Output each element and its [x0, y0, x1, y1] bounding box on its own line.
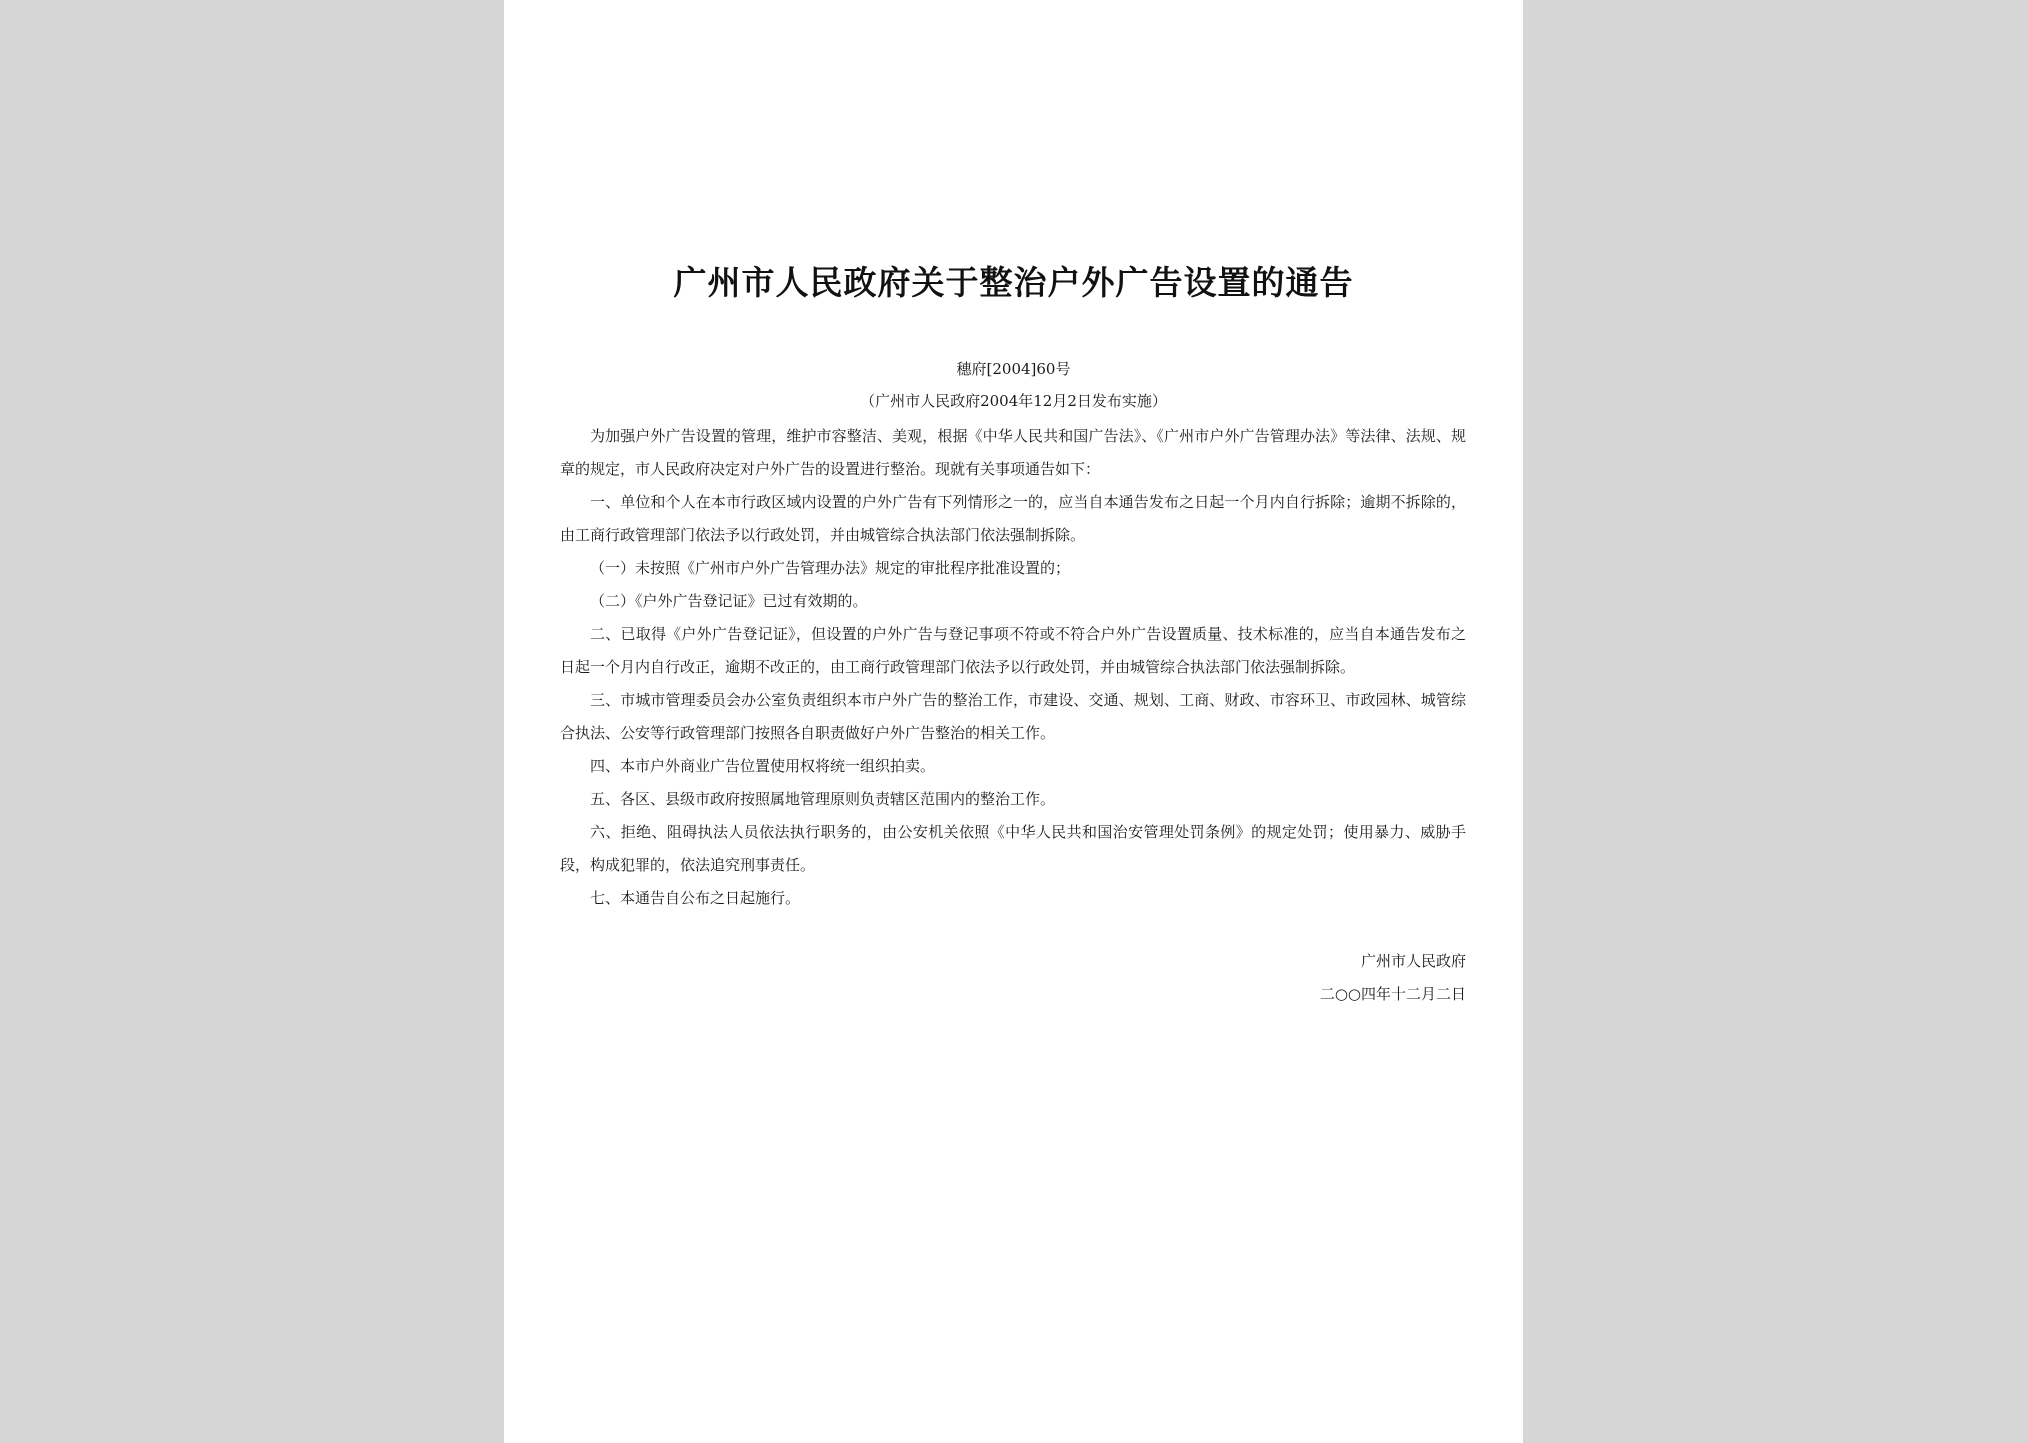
- document-body: [560, 420, 1466, 915]
- paragraph-item-1-sub-2: （二）《户外广告登记证》已过有效期的。: [590, 592, 868, 610]
- paragraph-item-3: 三、市城市管理委员会办公室负责组织本市户外广告的整治工作，市建设、交通、规划、工商、财政、市容环卫、市政园林、城管综合执法、公安等行政管理部门按照各自职责做好户外广告整治的相关工作。: [560, 691, 1466, 742]
- signature-date: 二○○四年十二月二日: [1319, 985, 1466, 1003]
- paragraph-item-1-sub-1: （一）未按照《广州市户外广告管理办法》规定的审批程序批准设置的；: [590, 559, 1071, 577]
- signature-organization: 广州市人民政府: [1360, 952, 1466, 970]
- issue-note: （广州市人民政府2004年12月2日发布实施）: [860, 392, 1167, 410]
- document-title: 广州市人民政府关于整治户外广告设置的通告: [673, 263, 1354, 302]
- paragraph-item-6: 六、拒绝、阻碍执法人员依法执行职务的，由公安机关依照《中华人民共和国治安管理处罚条例》的规定处罚；使用暴力、威胁手段，构成犯罪的，依法追究刑事责任。: [560, 823, 1466, 874]
- paragraph-item-1: 一、单位和个人在本市行政区域内设置的户外广告有下列情形之一的，应当自本通告发布之日起一个月内自行拆除；逾期不拆除的，由工商行政管理部门依法予以行政处罚，并由城管综合执法部门依法强制拆除。: [560, 493, 1466, 544]
- document-number: 穗府[2004]60号: [956, 360, 1071, 378]
- paragraph-item-4: 四、本市户外商业广告位置使用权将统一组织拍卖。: [590, 757, 936, 775]
- paragraph-preamble: 为加强户外广告设置的管理，维护市容整洁、美观，根据《中华人民共和国广告法》、《广州市户外广告管理办法》等法律、法规、规章的规定，市人民政府决定对户外广告的设置进行整治。现就有关事项通告如下：: [560, 427, 1466, 478]
- paragraph-item-5: 五、各区、县级市政府按照属地管理原则负责辖区范围内的整治工作。: [590, 790, 1056, 808]
- document-page: [504, 0, 1523, 1443]
- paragraph-item-7: 七、本通告自公布之日起施行。: [590, 889, 801, 907]
- paragraph-item-2: 二、已取得《户外广告登记证》，但设置的户外广告与登记事项不符或不符合户外广告设置质量、技术标准的，应当自本通告发布之日起一个月内自行改正，逾期不改正的，由工商行政管理部门依法予以行政处罚，并由城管综合执法部门依法强制拆除。: [560, 625, 1466, 676]
